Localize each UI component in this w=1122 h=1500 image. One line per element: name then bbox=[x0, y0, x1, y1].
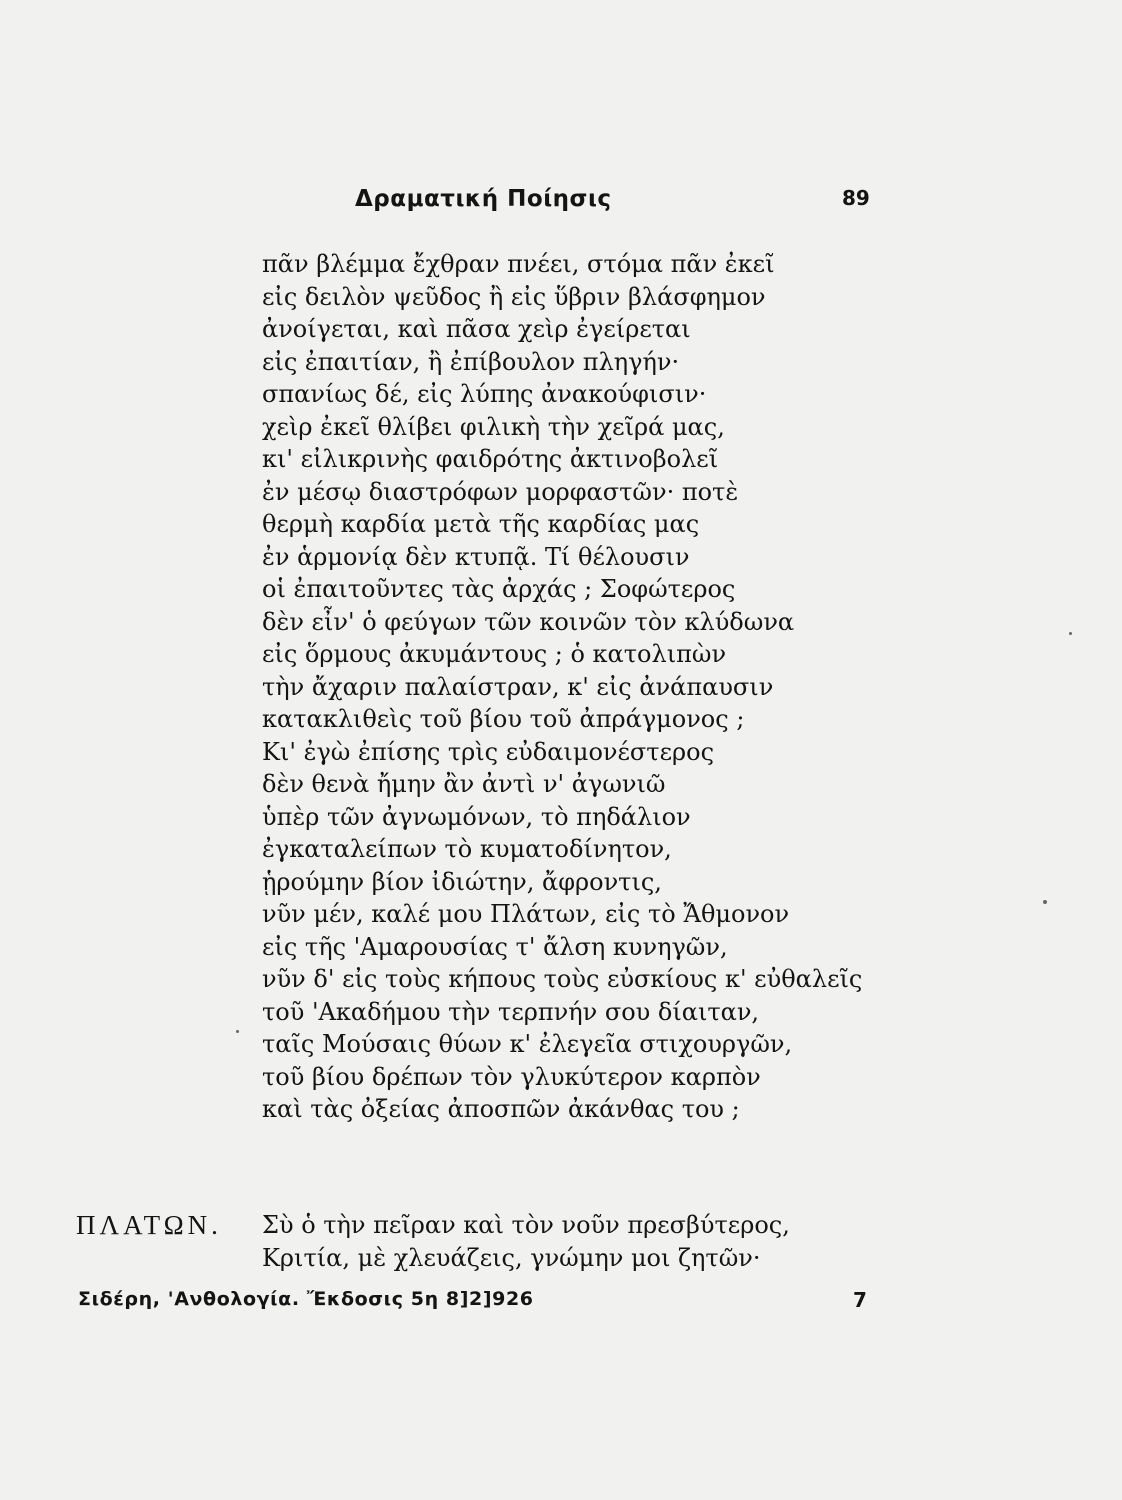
paper-speck bbox=[1069, 632, 1072, 635]
verse-line: καὶ τὰς ὀξείας ἀποσπῶν ἀκάνθας του ; bbox=[262, 1095, 740, 1123]
verse-line: τοῦ 'Ακαδήμου τὴν τερπνήν σου δίαιταν, bbox=[262, 997, 760, 1026]
speaker-lines bbox=[262, 1209, 790, 1274]
verse-line: πᾶν βλέμμα ἔχθραν πνέει, στόμα πᾶν ἐκεῖ bbox=[262, 250, 775, 278]
running-title: Δραματική Ποίησις bbox=[355, 186, 612, 212]
verse-line: δὲν εἶν' ὁ φεύγων τῶν κοινῶν τὸν κλύδωνα bbox=[262, 607, 795, 636]
verse-line: ᾑρούμην βίον ἰδιώτην, ἄφροντις, bbox=[262, 867, 662, 896]
verse-line: εἰς ἐπαιτίαν, ἢ ἐπίβουλον πληγήν· bbox=[262, 347, 680, 376]
verse-line: τοῦ βίου δρέπων τὸν γλυκύτερον καρπὸν bbox=[262, 1062, 761, 1091]
speaker-line: Κριτία, μὲ χλευάζεις, γνώμην μοι ζητῶν· bbox=[262, 1243, 761, 1272]
verse-line: ἀνοίγεται, καὶ πᾶσα χεὶρ ἐγείρεται bbox=[262, 315, 691, 343]
verse-line: κι' εἰλικρινὴς φαιδρότης ἀκτινοβολεῖ bbox=[262, 445, 719, 473]
verse-line: ταῖς Μούσαις θύων κ' ἐλεγεῖα στιχουργῶν, bbox=[262, 1030, 793, 1058]
speaker-line: Σὺ ὁ τὴν πεῖραν καὶ τὸν νοῦν πρεσβύτερος, bbox=[262, 1211, 790, 1239]
verse-line: τὴν ἄχαριν παλαίστραν, κ' εἰς ἀνάπαυσιν bbox=[262, 672, 774, 701]
verse-line: νῦν δ' εἰς τοὺς κήπους τοὺς εὐσκίους κ' εὐθαλεῖς bbox=[262, 965, 863, 993]
verse-line: κατακλιθεὶς τοῦ βίου τοῦ ἀπράγμονος ; bbox=[262, 705, 745, 733]
verse-line: εἰς δειλὸν ψεῦδος ἢ εἰς ὕβριν βλάσφημον bbox=[262, 282, 766, 311]
verse-line: ἐν μέσῳ διαστρόφων μορφαστῶν· ποτὲ bbox=[262, 477, 739, 506]
verse-block bbox=[262, 248, 862, 1126]
paper-speck bbox=[236, 1030, 239, 1033]
verse-line: οἱ ἐπαιτοῦντες τὰς ἀρχάς ; Σοφώτερος bbox=[262, 575, 736, 603]
verse-line: δὲν θενὰ ἤμην ἂν ἀντὶ ν' ἀγωνιῶ bbox=[262, 770, 666, 798]
page-footer bbox=[0, 1288, 1122, 1318]
speaker-name: ΠΛΑΤΩΝ. bbox=[76, 1210, 222, 1240]
verse-line: ἐν ἁρμονίᾳ δὲν κτυπᾷ. Τί θέλουσιν bbox=[262, 542, 690, 571]
verse-line: νῦν μέν, καλέ μου Πλάτων, εἰς τὸ Ἄθμονον bbox=[262, 900, 790, 928]
verse-line: εἰς τῆς 'Αμαρουσίας τ' ἄλση κυνηγῶν, bbox=[262, 932, 728, 961]
signature-mark: 7 bbox=[853, 1288, 867, 1312]
imprint-line: Σιδέρη, 'Ανθολογία. Ἔκδοσις 5η 8]2]926 bbox=[78, 1288, 534, 1310]
verse-line: εἰς ὅρμους ἀκυμάντους ; ὁ κατολιπὼν bbox=[262, 640, 727, 668]
page-header bbox=[0, 186, 1122, 220]
verse-line: χεὶρ ἐκεῖ θλίβει φιλικὴ τὴν χεῖρά μας, bbox=[262, 412, 725, 441]
verse-line: σπανίως δέ, εἰς λύπης ἀνακούφισιν· bbox=[262, 380, 707, 408]
paper-speck bbox=[1043, 900, 1047, 904]
verse-line: ἐγκαταλείπων τὸ κυματοδίνητον, bbox=[262, 835, 672, 863]
verse-line: Κι' ἐγὼ ἐπίσης τρὶς εὐδαιμονέστερος bbox=[262, 737, 715, 766]
verse-line: ὑπὲρ τῶν ἀγνωμόνων, τὸ πηδάλιον bbox=[262, 802, 691, 831]
page-number: 89 bbox=[842, 186, 870, 210]
verse-line: θερμὴ καρδία μετὰ τῆς καρδίας μας bbox=[262, 510, 700, 538]
